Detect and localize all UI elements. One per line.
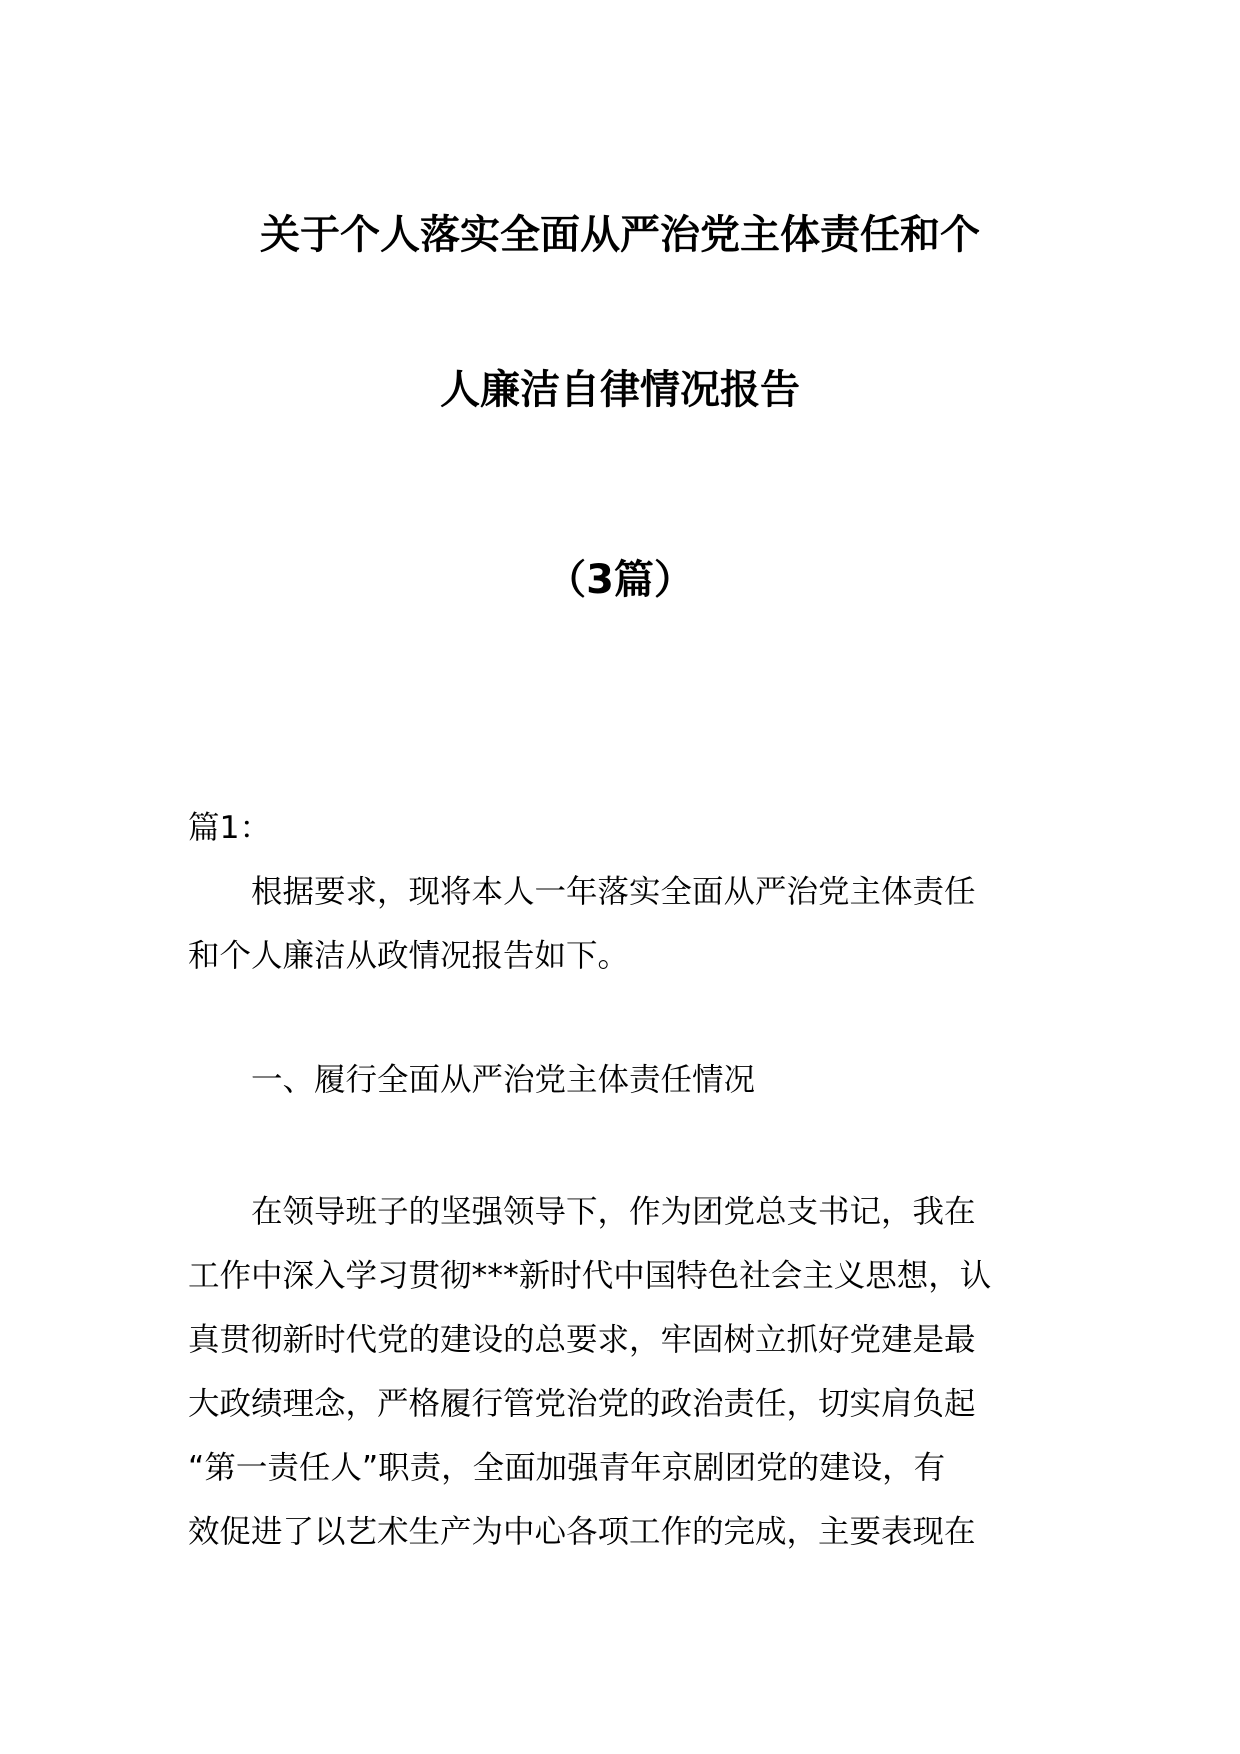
paragraph-intro-line-1: 根据要求，现将本人一年落实全面从严治党主体责任 (251, 874, 976, 910)
document-title-line-2: 人廉洁自律情况报告 (440, 367, 800, 413)
document-title-line-1: 关于个人落实全面从严治党主体责任和个 (260, 212, 980, 258)
paragraph-intro (188, 860, 1058, 988)
paragraph-body (188, 1180, 1058, 1564)
paragraph-body-line-6: 效促进了以艺术生产为中心各项工作的完成，主要表现在 (188, 1514, 976, 1550)
paragraph-body-line-1: 在领导班子的坚强领导下，作为团党总支书记，我在 (251, 1194, 976, 1230)
paragraph-body-line-5: “第一责任人”职责，全面加强青年京剧团党的建设，有 (188, 1450, 946, 1486)
paragraph-body-line-3: 真贯彻新时代党的建设的总要求，牢固树立抓好党建是最 (188, 1322, 976, 1358)
document-title-count: （3篇） (546, 557, 694, 603)
section-label: 篇1： (188, 810, 272, 846)
paragraph-intro-line-2: 和个人廉洁从政情况报告如下。 (188, 938, 630, 974)
paragraph-body-line-4: 大政绩理念，严格履行管党治党的政治责任，切实肩负起 (188, 1386, 976, 1422)
paragraph-body-line-2: 工作中深入学习贯彻***新时代中国特色社会主义思想，认 (188, 1258, 992, 1294)
section-heading-1: 一、履行全面从严治党主体责任情况 (251, 1062, 756, 1098)
